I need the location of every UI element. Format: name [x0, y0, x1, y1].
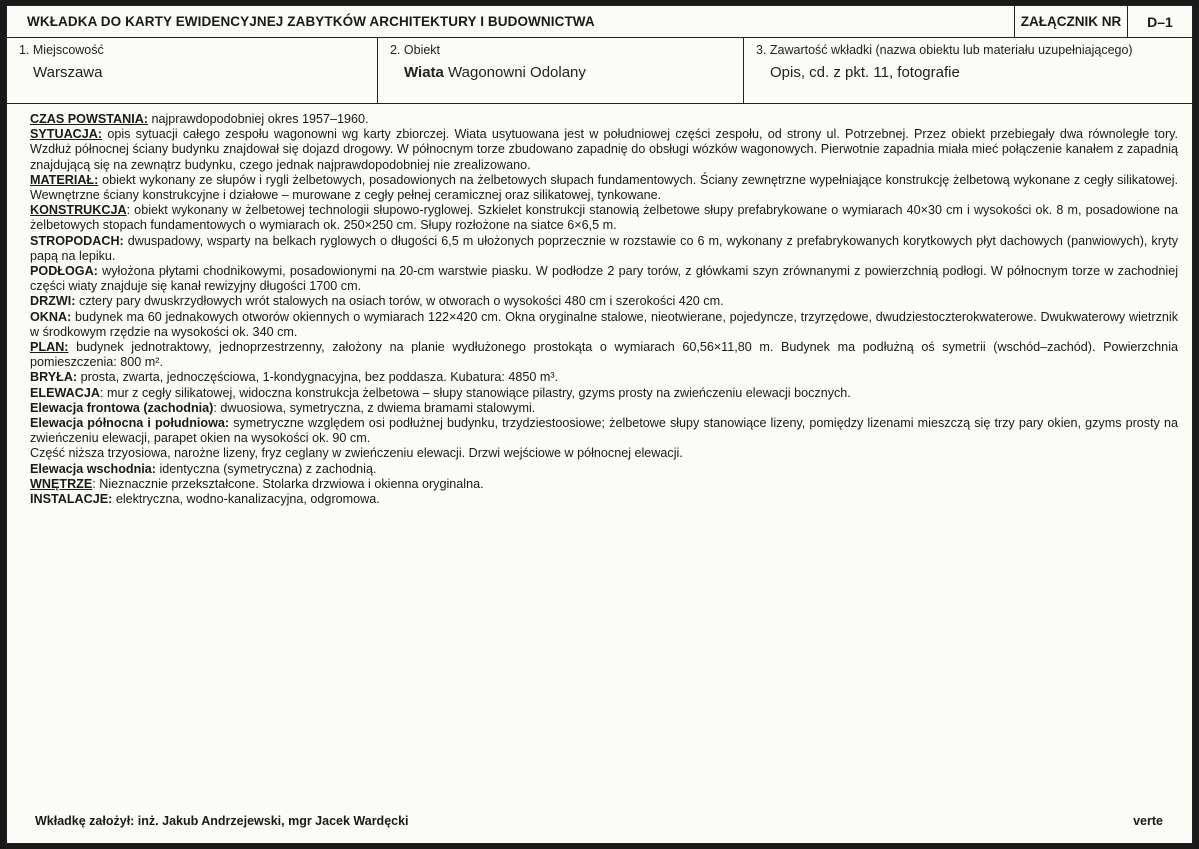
field-contents — [743, 37, 1192, 103]
fields-row — [7, 37, 1192, 104]
section-plan — [30, 340, 1178, 370]
field-object-value — [390, 64, 743, 81]
section-bryla — [30, 370, 1178, 385]
section-text: budynek ma 60 jednakowych otworów okiennych o wymiarach 122×420 cm. Okna oryginalne stalowe, nieotwierane, pojedyncze, trzyrzędowe, dwudziestoczterokwaterowe. Dwukwaterowy wietrznik w środkowym rzędzie na wysokości ok. 340 cm. — [30, 309, 1178, 339]
field-object-label: 2. Obiekt — [390, 43, 441, 57]
section-label: ELEWACJA — [30, 385, 100, 400]
section-podloga — [30, 264, 1178, 294]
section-elewacja-polnocna-poludniowa — [30, 416, 1178, 446]
section-okna — [30, 310, 1178, 340]
field-object-value-rest: Wagonowni Odolany — [443, 64, 586, 81]
section-label: WNĘTRZE — [30, 476, 93, 491]
section-text: : dwuosiowa, symetryczna, z dwiema bramami stalowymi. — [213, 400, 536, 415]
section-label: PODŁOGA: — [30, 264, 98, 279]
section-text: obiekt wykonany ze słupów i rygli żelbetowych, posadowionych na żelbetowych słupach fundamentowych. Ściany zewnętrzne wypełniające konstrukcję żelbetową wykonane z cegły silikatowej. Wewnętrzne ściany konstrukcyjne i działowe – murowane z cegły pełnej ceramicznej oraz silikatowej, tynkowane. — [30, 172, 1178, 203]
field-object-value-bold: Wiata — [404, 64, 444, 81]
section-label: BRYŁA: — [30, 370, 78, 385]
author-line: Wkładkę założył: inż. Jakub Andrzejewski, mgr Jacek Wardęcki — [35, 814, 409, 828]
section-konstrukcja — [30, 203, 1178, 233]
section-text: najprawdopodobniej okres 1957–1960. — [148, 112, 369, 126]
section-text: cztery pary dwuskrzydłowych wrót stalowych na osiach torów, w otworach o wysokości 480 cm i szerokości 420 cm. — [75, 294, 724, 309]
section-text: opis sytuacji całego zespołu wagonowni wg karty zbiorczej. Wiata usytuowana jest w południowej części zespołu, od strony ul. Potrzebnej. Przez obiekt przebiegały dwa równoległe tory. Wzdłuż północnej ściany budynku znajdował się dojazd drogowy. W północnym torze zbudowano zapadnię do obsługi wózków wagonowych. Pierwotnie zapadnia miała mieć połączenie kanałem z zapadnią znajdującą się na zewnątrz budynku, czego jednak najprawdopodobniej nie zrealizowano. — [30, 127, 1178, 172]
field-contents-label: 3. Zawartość wkładki (nazwa obiektu lub materiału uzupełniającego) — [756, 43, 1133, 57]
section-text: : Nieznacznie przekształcone. Stolarka drzwiowa i okienna oryginalna. — [92, 476, 484, 491]
section-text: : mur z cegły silikatowej, widoczna konstrukcja żelbetowa – słupy stanowiące pilastry, gzyms prosty na zwieńczeniu elewacji bocznych. — [99, 385, 851, 400]
section-label: Elewacja północna i południowa: — [30, 416, 230, 431]
section-instalacje — [30, 492, 1178, 507]
section-stropodach — [30, 234, 1178, 264]
section-czas-powstania — [30, 112, 1178, 127]
section-text: identyczna (symetryczna) z zachodnią. — [155, 461, 377, 476]
section-label: OKNA: — [30, 309, 72, 324]
section-material — [30, 173, 1178, 203]
field-locality — [7, 37, 377, 103]
section-label: STROPODACH: — [30, 233, 124, 248]
section-text: Część niższa trzyosiowa, narożne lizeny, fryz ceglany w zwieńczeniu elewacji. Drzwi wejściowe w północnej elewacji. — [30, 446, 683, 461]
section-text: budynek jednotraktowy, jednoprzestrzenny, założony na planie wydłużonego prostokąta o wymiarach 60,56×11,80 m. Budynek ma podłużną oś symetrii (wschód–zachód). Powierzchnia pomieszczenia: 800 m². — [30, 340, 1178, 370]
section-label: INSTALACJE: — [30, 492, 113, 507]
section-label: Elewacja frontowa (zachodnia) — [30, 400, 214, 415]
field-contents-value: Opis, cd. z pkt. 11, fotografie — [770, 64, 960, 81]
section-label: CZAS POWSTANIA: — [30, 112, 148, 126]
section-drzwi — [30, 294, 1178, 309]
field-locality-value: Warszawa — [33, 64, 103, 81]
annex-label: ZAŁĄCZNIK NR — [1014, 6, 1127, 37]
section-label: MATERIAŁ: — [30, 172, 99, 187]
section-czesc-nizsza — [30, 446, 1178, 461]
annex-code: D–1 — [1127, 6, 1192, 37]
section-label: Elewacja wschodnia: — [30, 461, 156, 476]
section-text: wyłożona płytami chodnikowymi, posadowionymi na 20-cm warstwie piasku. W podłodze 2 pary torów, z główkami szyn zrównanymi z powierzchnią podłogi. W północnym torze w zachodniej części wiaty znajduje się kanał rewizyjny długości 1700 cm. — [30, 264, 1178, 294]
section-sytuacja — [30, 127, 1178, 173]
sheet-title: WKŁADKA DO KARTY EWIDENCYJNEJ ZABYTKÓW ARCHITEKTURY I BUDOWNICTWA — [27, 14, 595, 29]
verte-label: verte — [1133, 814, 1163, 828]
section-text: dwuspadowy, wsparty na belkach ryglowych o długości 6,5 m ułożonych poprzecznie w rozstawie co 6 m, wykonany z prefabrykowanych korytkowych płyt dachowych (panwiowych), kryty papą na lepiku. — [30, 233, 1178, 263]
section-elewacja-wschodnia — [30, 462, 1178, 477]
section-text: elektryczna, wodno-kanalizacyjna, odgromowa. — [112, 492, 380, 507]
field-object — [377, 37, 743, 103]
record-sheet — [6, 5, 1193, 844]
section-label: SYTUACJA: — [30, 127, 103, 142]
section-label: KONSTRUKCJA — [30, 203, 127, 218]
field-locality-label: 1. Miejscowość — [19, 43, 104, 57]
section-text: prosta, zwarta, jednoczęściowa, 1-kondygnacyjna, bez poddasza. Kubatura: 4850 m³. — [77, 370, 559, 385]
section-label: DRZWI: — [30, 294, 76, 309]
section-elewacja-frontowa — [30, 401, 1178, 416]
section-wnetrze — [30, 477, 1178, 492]
description-body — [30, 112, 1178, 507]
section-elewacja — [30, 386, 1178, 401]
section-label: PLAN: — [30, 340, 69, 355]
section-text: : obiekt wykonany w żelbetowej technologii słupowo-ryglowej. Szkielet konstrukcji stanowią żelbetowe słupy prefabrykowane o wymiarach 40×30 cm i wysokości ok. 8 m, posadowione na żelbetowych stopach fundamentowych o wymiarach ok. 250×250 cm. Słupy rozłożone na siatce 6×6,5 m. — [30, 203, 1178, 233]
sheet-header — [7, 6, 1192, 38]
section-text: symetryczne względem osi podłużnej budynku, trzydziestoosiowe; żelbetowe słupy stanowiące lizeny, pomiędzy lizenami mieszczą się trzy pary okien, gzyms prosty na zwieńczeniu elewacji, parapet okien na wysokości ok. 90 cm. — [30, 416, 1178, 446]
